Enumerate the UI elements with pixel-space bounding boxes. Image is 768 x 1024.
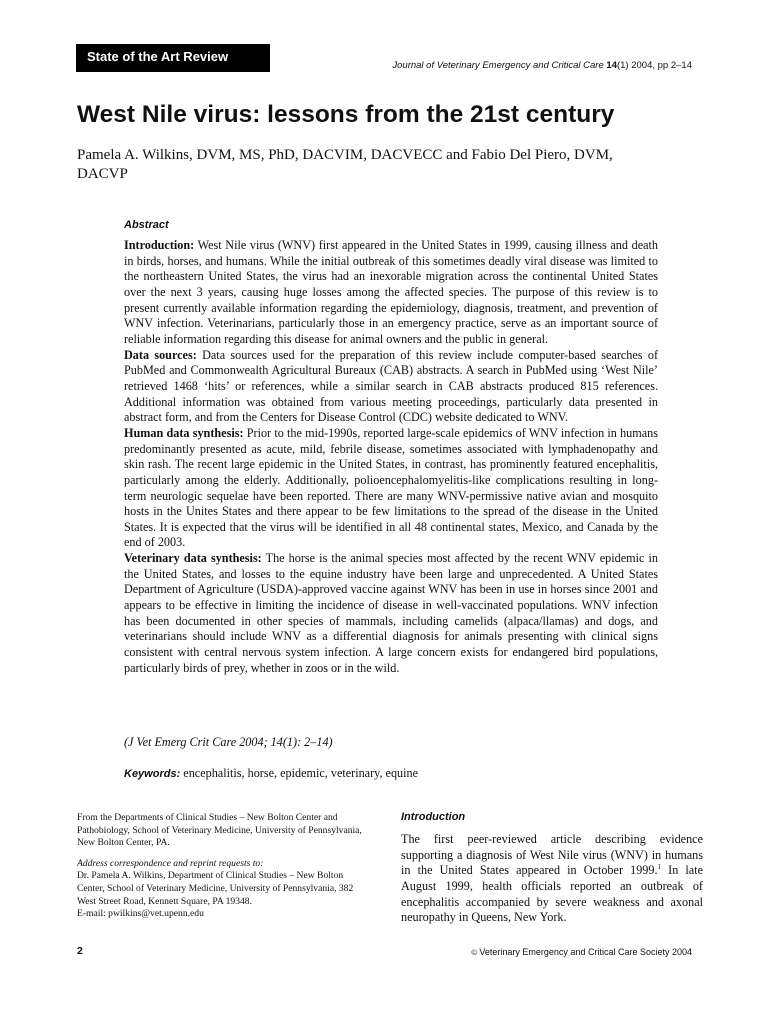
badge-label: State of the Art Review — [87, 49, 229, 64]
copyright-notice — [471, 946, 692, 959]
copyright-text: Veterinary Emergency and Critical Care Society 2004 — [479, 947, 692, 957]
copyright-symbol: © — [471, 948, 477, 957]
abstract-section-label: Human data synthesis: — [124, 425, 244, 440]
introduction-text-part1: The first peer-reviewed article describing evidence supporting a diagnosis of West Nile virus (WNV) in humans in the United States appeared in October 1999. — [401, 832, 703, 878]
abstract-citation: (J Vet Emerg Crit Care 2004; 14(1): 2–14) — [124, 735, 333, 749]
journal-reference — [392, 60, 692, 72]
abstract-section-human-data — [124, 426, 658, 551]
correspondence-label: Address correspondence and reprint requests to: — [77, 857, 264, 869]
journal-name: Journal of Veterinary Emergency and Critical Care — [392, 60, 604, 71]
article-authors: Pamela A. Wilkins, DVM, MS, PhD, DACVIM, DACVECC and Fabio Del Piero, DVM, DACVP — [77, 147, 613, 182]
article-title: West Nile virus: lessons from the 21st century — [77, 101, 615, 128]
abstract-section-label: Veterinary data synthesis: — [124, 551, 262, 566]
abstract-section-veterinary-data — [124, 551, 658, 676]
abstract-section-text: West Nile virus (WNV) first appeared in the United States in 1999, causing illness and death in birds, horses, and humans. While the initial outbreak of this sometimes deadly viral disease was limited to the northeastern United States, the virus had an inexorable migration across the continental United States over the next 3 years, causing huge losses among the affected species. The purpose of this review is to present currently available information regarding the epidemiology, diagnosis, treatment, and prevention of WNV infection. Veterinarians, particularly those in an emergency practice, serve as an important source of reliable information regarding this disease for animal owners and the public in general. — [124, 238, 658, 346]
article-type-badge — [76, 44, 270, 72]
affiliation-block — [77, 812, 373, 921]
affiliation-departments: From the Departments of Clinical Studies – New Bolton Center and Pathobiology, School of Veterinary Medicine, University of Pennsylvania, New Bolton Center, PA. — [77, 812, 362, 849]
correspondence-email: E-mail: pwilkins@vet.upenn.edu — [77, 908, 204, 920]
keywords-label: Keywords: — [124, 768, 181, 780]
correspondence-address: Dr. Pamela A. Wilkins, Department of Clinical Studies – New Bolton Center, School of Veterinary Medicine, University of Pennsylvania, 382 West Street Road, Kennett Square, PA 19348. — [77, 870, 354, 907]
introduction-paragraph — [401, 832, 703, 926]
journal-volume: 14 — [606, 60, 617, 71]
abstract-body — [124, 238, 658, 676]
keywords-list: encephalitis, horse, epidemic, veterinary, equine — [183, 766, 419, 780]
journal-issue-pages: (1) 2004, pp 2–14 — [616, 60, 692, 71]
introduction-body — [401, 832, 703, 926]
abstract-section-introduction — [124, 238, 658, 348]
introduction-heading: Introduction — [401, 811, 466, 823]
abstract-section-text: Data sources used for the preparation of this review include computer-based searches of PubMed and Commonwealth Agricultural Bureaux (CAB) abstracts. A search in PubMed using ‘West Nile’ retrieved 1468 ‘hits’ or references, while a similar search in CAB abstracts produced 815 references. Additional information was obtained from various meeting proceedings, particularly data presented in abstract form, and from the Centers for Disease Control (CDC) website dedicated to WNV. — [124, 347, 659, 425]
keywords-line — [124, 766, 418, 782]
abstract-heading: Abstract — [124, 219, 169, 231]
abstract-section-label: Introduction: — [124, 238, 195, 252]
abstract-section-text: The horse is the animal species most affected by the recent WNV epidemic in the United States, and losses to the equine industry have been large and unprecedented. A United States Department of Agriculture (USDA)-approved vaccine against WNV has been in use in horses since 2001 and appears to be effective in limiting the incidence of disease in well-vaccinated populations. WNV infection has been documented in other species of mammals, including camelids (alpaca/llamas) and dogs, and veterinarians should include WNV as a differential diagnosis for animals presenting with clinical signs consistent with central nervous system infection. A large concern exists for endangered bird populations, particularly birds of prey, whether in zoos or in the wild. — [124, 551, 659, 675]
abstract-section-text: Prior to the mid-1990s, reported large-scale epidemics of WNV infection in humans predominantly presented as acute, mild, febrile disease, sometimes associated with lymphadenopathy and skin rash. The recent large epidemic in the United States, in contrast, has prominently featured encephalitis, particularly among the elderly. Additionally, polioencephalomyelitis-like complications resulting in long-term neurologic sequelae have been reported. There are many WNV-permissive native avian and mosquito hosts in the Unites States and there appear to be few limitations to the spread of the disease in the United States. It is expected that the virus will be identified in all 48 continental states, Mexico, and Canada by the end of 2003. — [124, 425, 659, 550]
reference-marker[interactable]: 1 — [657, 863, 662, 872]
page-number: 2 — [77, 945, 83, 957]
abstract-section-label: Data sources: — [124, 347, 197, 362]
abstract-section-data-sources — [124, 348, 658, 426]
introduction-text-part2: In late August 1999, health officials reported an outbreak of encephalitis accompanied by severe weakness and axonal neuropathy in Queens, New York. — [401, 863, 703, 925]
